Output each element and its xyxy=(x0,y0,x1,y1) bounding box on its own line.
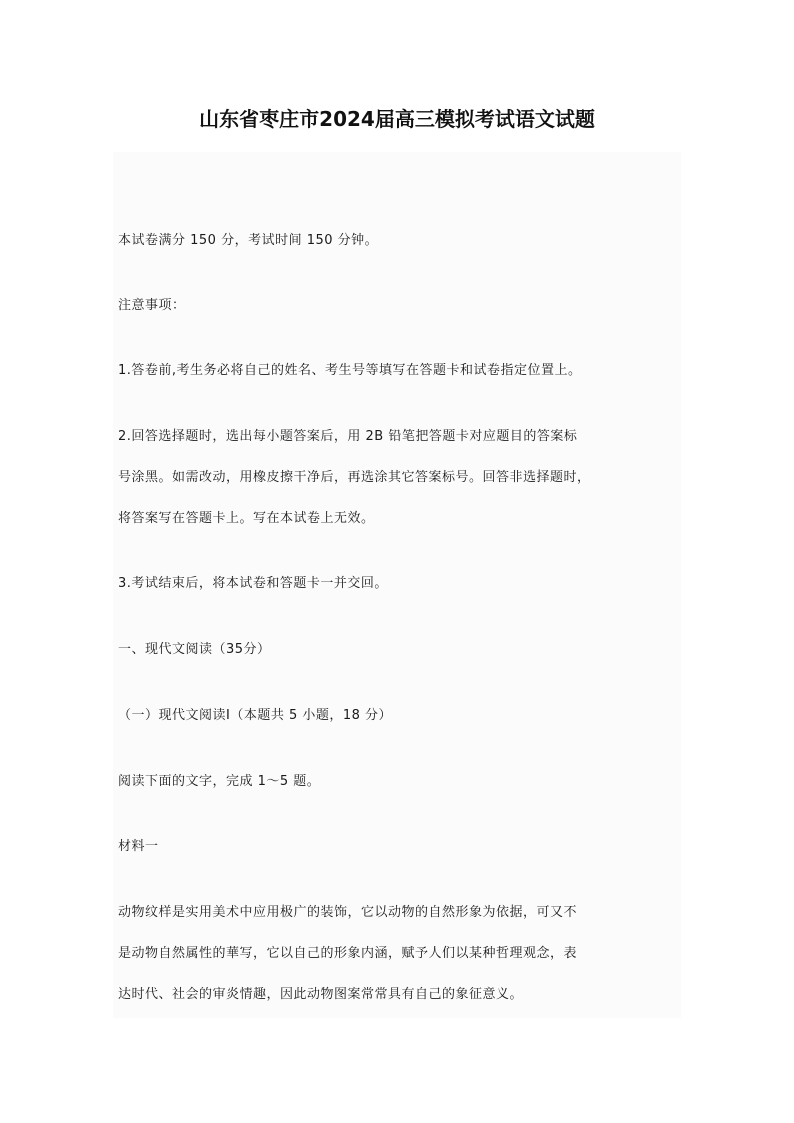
exam-intro: 本试卷满分 150 分，考试时间 150 分钟。 xyxy=(118,233,379,248)
material-text-line-2: 是动物自然属性的華写，它以自己的形象内涵，赋予人们以某种哲理观念，表 xyxy=(118,946,578,961)
note-2-line-3: 将答案写在答题卡上。写在本试卷上无效。 xyxy=(118,511,375,526)
material-label: 材料一 xyxy=(118,839,159,854)
note-3: 3.考试结束后，将本试卷和答题卡一并交回。 xyxy=(118,576,388,591)
material-text-line-1: 动物纹样是实用美术中应用极广的装饰，它以动物的自然形象为依据，可又不 xyxy=(118,905,578,920)
notice-heading: 注意事项： xyxy=(118,298,186,313)
section-heading: 一、现代文阅读（35分） xyxy=(118,642,271,657)
subsection-heading: （一）现代文阅读Ⅰ（本题共 5 小题，18 分） xyxy=(118,708,393,723)
reading-instruction: 阅读下面的文字，完成 1～5 题。 xyxy=(118,774,321,789)
material-text xyxy=(118,892,680,1015)
note-2 xyxy=(118,416,680,539)
page-title: 山东省枣庄市2024届高三模拟考试语文试题 xyxy=(199,107,595,131)
note-2-line-2: 号涂黑。如需改动，用橡皮擦干净后，再选涂其它答案标号。回答非选择题时， xyxy=(118,470,591,485)
note-1: 1.答卷前,考生务必将自己的姓名、考生号等填写在答题卡和试卷指定位置上。 xyxy=(118,363,582,378)
material-text-line-3: 达时代、社会的审炎情趣，因此动物图案常常具有自己的象征意义。 xyxy=(118,987,524,1002)
note-2-line-1: 2.回答选择题时，选出每小题答案后，用 2B 铅笔把答题卡对应题目的答案标 xyxy=(118,429,578,444)
